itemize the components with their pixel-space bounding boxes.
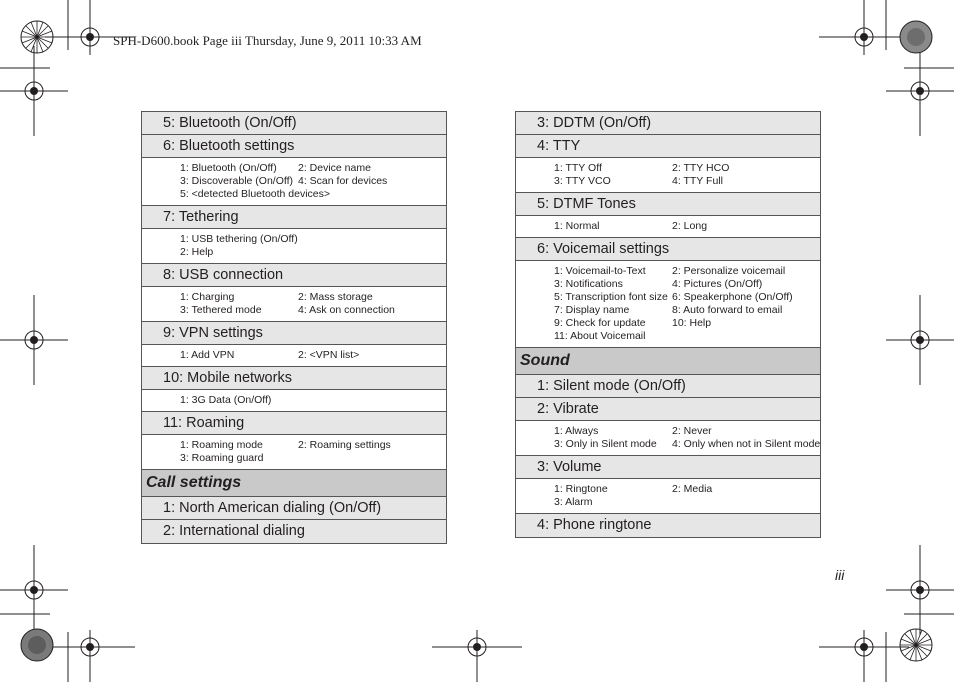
menu-item: 3: Volume (516, 456, 820, 479)
menu-item: 8: USB connection (142, 264, 446, 287)
menu-item: 11: Roaming (142, 412, 446, 435)
submenu-option: 2: Device name (298, 162, 371, 174)
submenu-option: 2: TTY HCO (672, 162, 730, 174)
submenu-line (554, 438, 820, 451)
submenu-option: 6: Speakerphone (On/Off) (672, 291, 793, 303)
section-heading: Sound (516, 348, 820, 375)
submenu-option: 1: Voicemail-to-Text (554, 265, 646, 277)
submenu-option: 8: Auto forward to email (672, 304, 783, 316)
submenu-line (180, 175, 446, 188)
menu-item: 7: Tethering (142, 206, 446, 229)
submenu-list (142, 390, 446, 412)
menu-table-right (515, 111, 821, 538)
menu-item: 4: Phone ringtone (516, 514, 820, 537)
submenu-option: 1: Bluetooth (On/Off) (180, 162, 277, 174)
submenu-line (180, 349, 446, 362)
submenu-option: 5: <detected Bluetooth devices> (180, 188, 331, 200)
submenu-option: 9: Check for update (554, 317, 646, 329)
menu-item: 5: DTMF Tones (516, 193, 820, 216)
submenu-line (180, 304, 446, 317)
submenu-option: 1: 3G Data (On/Off) (180, 394, 272, 406)
submenu-option: 1: Normal (554, 220, 600, 232)
submenu-option: 1: Charging (180, 291, 235, 303)
submenu-line (554, 291, 820, 304)
submenu-list (142, 435, 446, 470)
submenu-line (554, 265, 820, 278)
submenu-line (180, 452, 446, 465)
registration-target-icon (819, 0, 909, 55)
submenu-option: 1: Roaming mode (180, 439, 263, 451)
submenu-option: 3: Notifications (554, 278, 623, 290)
submenu-line (554, 278, 820, 291)
menu-item: 4: TTY (516, 135, 820, 158)
submenu-option: 10: Help (672, 317, 712, 329)
registration-target-icon (432, 630, 522, 682)
submenu-option: 2: Roaming settings (298, 439, 391, 451)
submenu-list (516, 158, 820, 193)
submenu-option: 3: Only in Silent mode (554, 438, 657, 450)
submenu-option: 7: Display name (554, 304, 630, 316)
menu-item: 9: VPN settings (142, 322, 446, 345)
submenu-option: 5: Transcription font size (554, 291, 668, 303)
submenu-line (554, 162, 820, 175)
submenu-option: 4: Scan for devices (298, 175, 388, 187)
submenu-option: 3: Tethered mode (180, 304, 262, 316)
submenu-line (180, 394, 446, 407)
submenu-option: 2: Media (672, 483, 713, 495)
print-header: SPH-D600.book Page iii Thursday, June 9, 2011 10:33 AM (113, 33, 422, 48)
submenu-option: 2: Long (672, 220, 708, 232)
menu-table-left (141, 111, 447, 544)
starburst-mark-icon (900, 629, 932, 661)
menu-item: 3: DDTM (On/Off) (516, 112, 820, 135)
submenu-line (554, 425, 820, 438)
menu-item: 6: Bluetooth settings (142, 135, 446, 158)
grey-disc-mark-icon (900, 21, 932, 53)
submenu-list (142, 229, 446, 264)
menu-item: 5: Bluetooth (On/Off) (142, 112, 446, 135)
submenu-line (180, 246, 446, 259)
submenu-line (554, 220, 820, 233)
submenu-option: 4: TTY Full (672, 175, 723, 187)
submenu-option: 3: Roaming guard (180, 452, 264, 464)
submenu-line (180, 439, 446, 452)
grey-disc-mark-icon (21, 629, 53, 661)
submenu-list (516, 421, 820, 456)
registration-target-icon (819, 630, 909, 682)
submenu-option: 1: USB tethering (On/Off) (180, 233, 298, 245)
submenu-option: 3: Alarm (554, 496, 593, 508)
submenu-list (142, 287, 446, 322)
submenu-option: 2: Help (180, 246, 214, 258)
page-number: iii (835, 567, 845, 583)
submenu-line (554, 330, 820, 343)
submenu-option: 2: Never (672, 425, 712, 437)
submenu-line (554, 483, 820, 496)
submenu-option: 3: Discoverable (On/Off) (180, 175, 294, 187)
submenu-line (554, 496, 820, 509)
submenu-list (516, 479, 820, 514)
section-heading: Call settings (142, 470, 446, 497)
starburst-mark-icon (21, 21, 53, 53)
submenu-list (516, 261, 820, 348)
submenu-option: 4: Ask on connection (298, 304, 395, 316)
submenu-list (142, 158, 446, 206)
submenu-line (180, 233, 446, 246)
submenu-option: 3: TTY VCO (554, 175, 611, 187)
submenu-list (516, 216, 820, 238)
submenu-line (180, 162, 446, 175)
submenu-option: 1: TTY Off (554, 162, 602, 174)
registration-target-icon (45, 630, 135, 682)
submenu-option: 1: Ringtone (554, 483, 608, 495)
submenu-option: 2: <VPN list> (298, 349, 360, 361)
submenu-option: 1: Add VPN (180, 349, 235, 361)
submenu-line (554, 304, 820, 317)
submenu-line (180, 291, 446, 304)
submenu-option: 4: Pictures (On/Off) (672, 278, 763, 290)
submenu-list (142, 345, 446, 367)
submenu-option: 2: Personalize voicemail (672, 265, 786, 277)
menu-item: 6: Voicemail settings (516, 238, 820, 261)
menu-item: 2: International dialing (142, 520, 446, 543)
submenu-option: 2: Mass storage (298, 291, 373, 303)
submenu-option: 1: Always (554, 425, 599, 437)
menu-item: 10: Mobile networks (142, 367, 446, 390)
menu-item: 1: Silent mode (On/Off) (516, 375, 820, 398)
menu-item: 2: Vibrate (516, 398, 820, 421)
submenu-option: 4: Only when not in Silent mode (672, 438, 821, 450)
submenu-line (554, 317, 820, 330)
submenu-option: 11: About Voicemail (554, 330, 646, 342)
menu-item: 1: North American dialing (On/Off) (142, 497, 446, 520)
submenu-line (554, 175, 820, 188)
submenu-line (180, 188, 446, 201)
